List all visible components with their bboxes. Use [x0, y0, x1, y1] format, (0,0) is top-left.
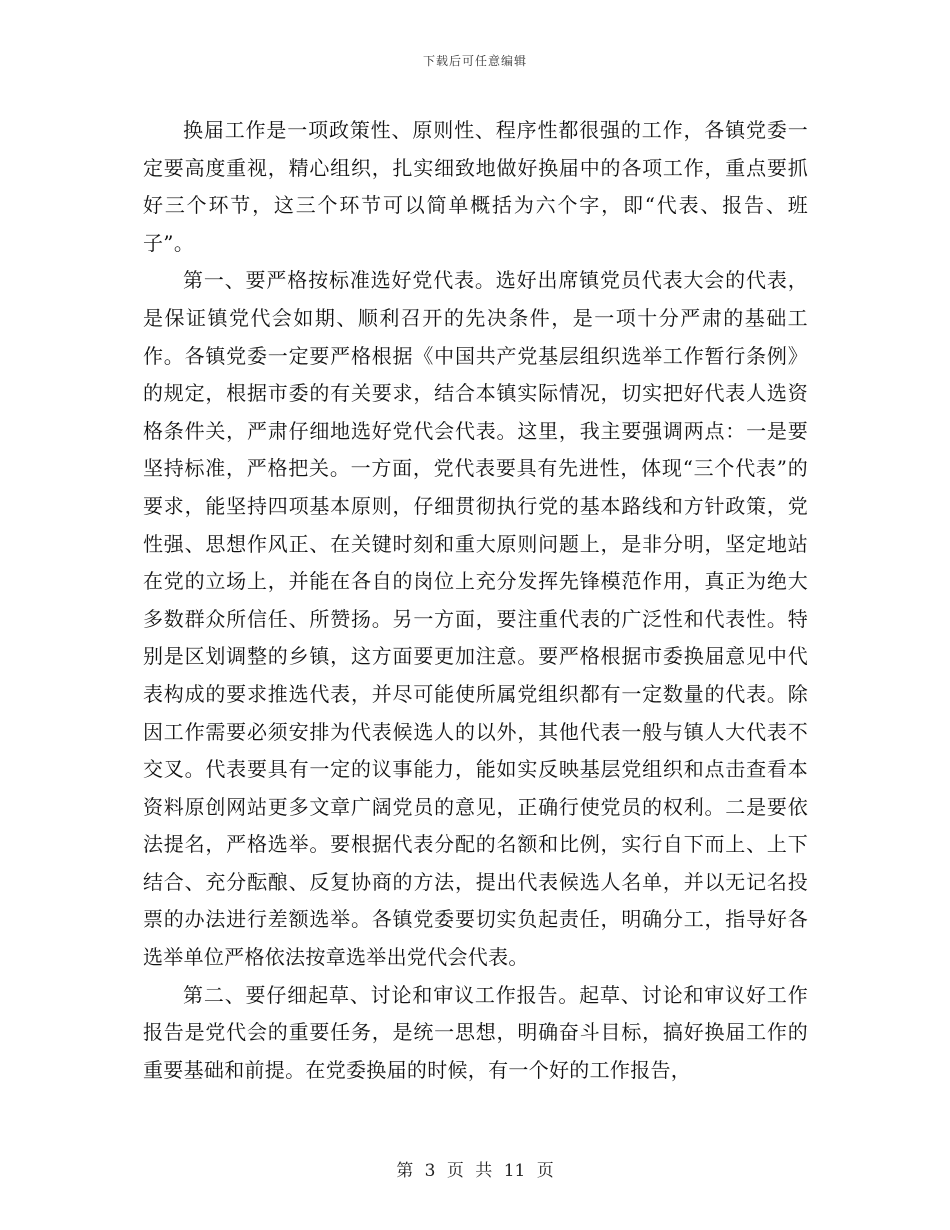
paragraph-section-one: 第一、要严格按标准选好党代表。选好出席镇党员代表大会的代表，是保证镇党代会如期、顺利召开的先决条件，是一项十分严肃的基础工作。各镇党委一定要严格根据《中国共产党基层组织选举工作暂行条例》的规定，根据市委的有关要求，结合本镇实际情况，切实把好代表人选资格条件关，严肃仔细地选好党代会代表。这里，我主要强调两点：一是要坚持标准，严格把关。一方面，党代表要具有先进性，体现“三个代表”的要求，能坚持四项基本原则，仔细贯彻执行党的基本路线和方针政策，党性强、思想作风正、在关键时刻和重大原则问题上，是非分明，坚定地站在党的立场上，并能在各自的岗位上充分发挥先锋模范作用，真正为绝大多数群众所信任、所赞扬。另一方面，要注重代表的广泛性和代表性。特别是区划调整的乡镇，这方面要更加注意。要严格根据市委换届意见中代表构成的要求推选代表，并尽可能使所属党组织都有一定数量的代表。除因工作需要必须安排为代表候选人的以外，其他代表一般与镇人大代表不交叉。代表要具有一定的议事能力，能如实反映基层党组织和点击查看本资料原创网站更多文章广阔党员的意见，正确行使党员的权利。二是要依法提名，严格选举。要根据代表分配的名额和比例，实行自下而上、上下结合、充分酝酿、反复协商的方法，提出代表候选人名单，并以无记名投票的办法进行差额选举。各镇党委要切实负起责任，明确分工，指导好各选举单位严格依法按章选举出党代会代表。 — [143, 268, 808, 970]
paragraph-section-two: 第二、要仔细起草、讨论和审议工作报告。起草、讨论和审议好工作报告是党代会的重要任务，是统一思想，明确奋斗目标，搞好换届工作的重要基础和前提。在党委换届的时候，有一个好的工作报告， — [143, 982, 808, 1082]
page-footer: 第 3 页 共 11 页 — [396, 1161, 554, 1181]
page-header: 下载后可任意编辑 — [422, 54, 527, 68]
document-body — [143, 112, 808, 1089]
paragraph-intro: 换届工作是一项政策性、原则性、程序性都很强的工作，各镇党委一定要高度重视，精心组织，扎实细致地做好换届中的各项工作，重点要抓好三个环节，这三个环节可以简单概括为六个字，即“代表、报告、班子”。 — [143, 118, 808, 255]
